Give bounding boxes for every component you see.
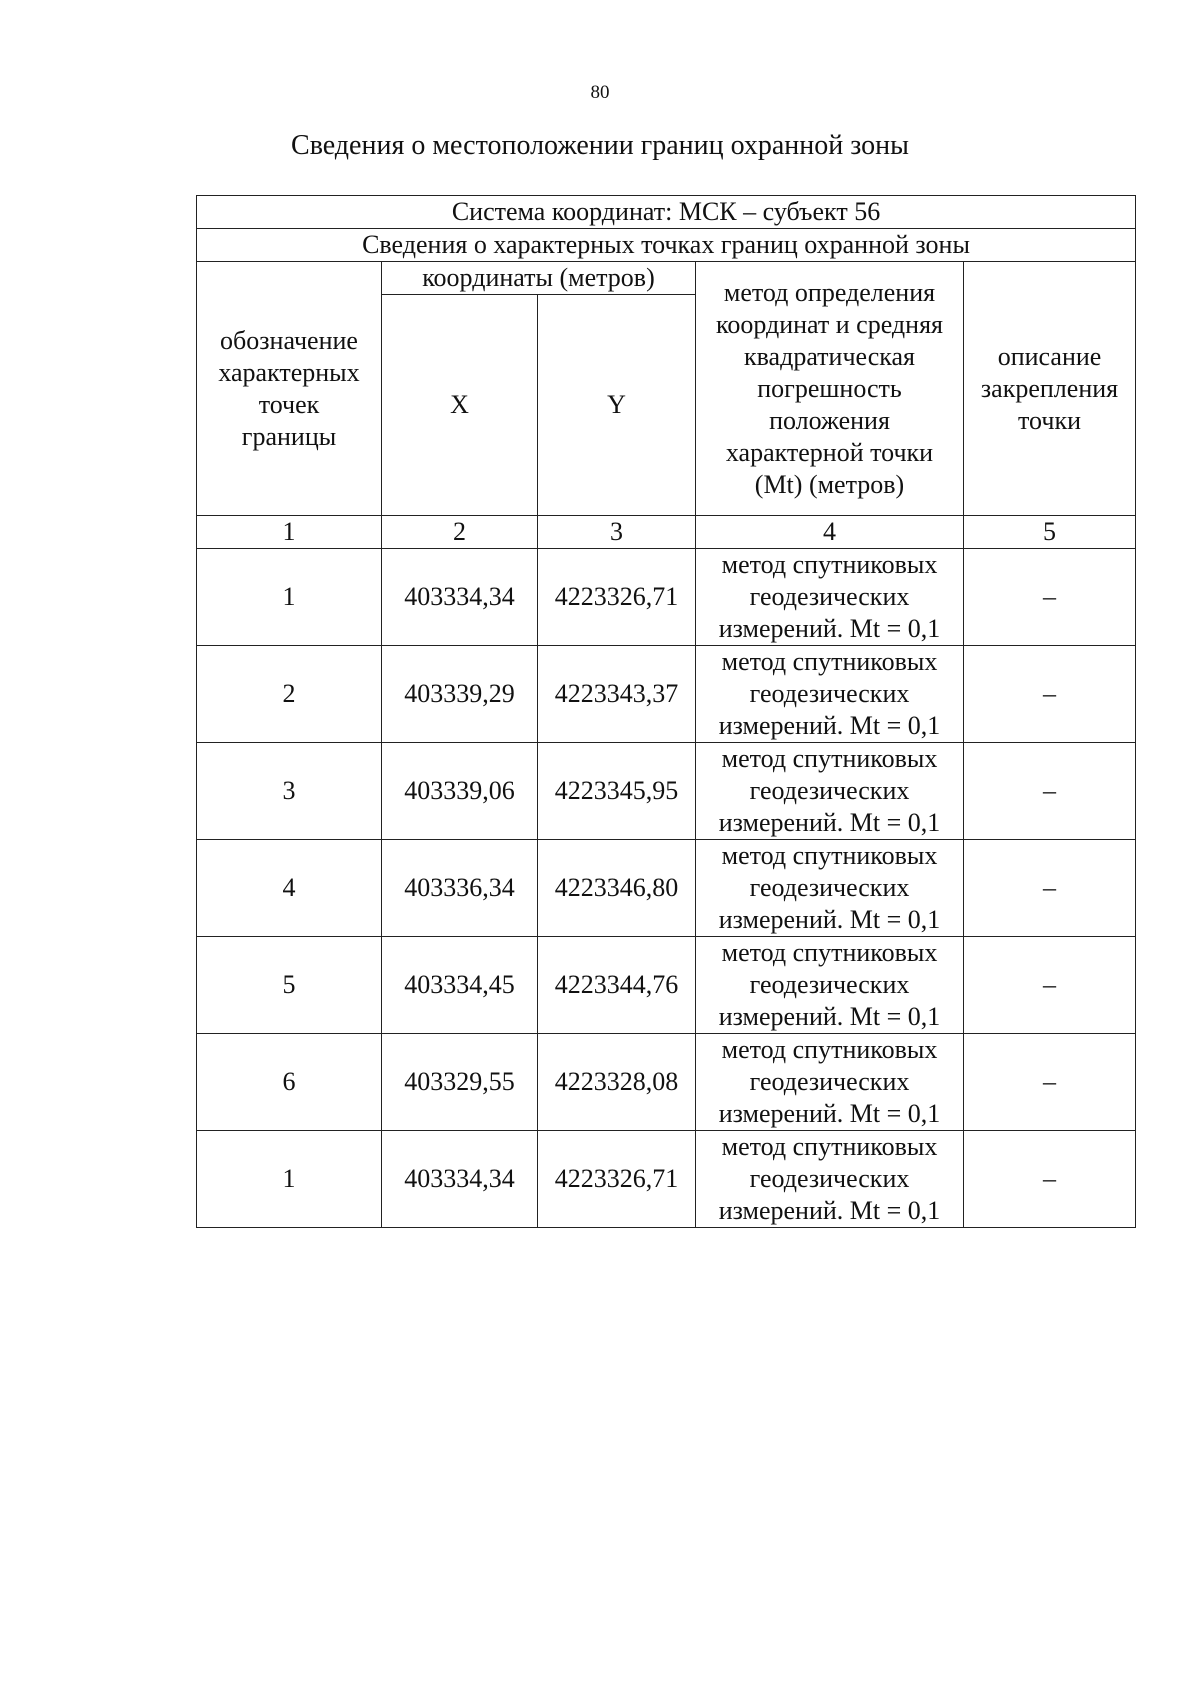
method-line: геодезических [749,776,910,805]
header-line: границы [241,421,337,451]
method-cell [696,743,964,840]
column-number: 2 [382,516,538,549]
header-coordinates: координаты (метров) [382,262,696,295]
y-coordinate-cell: 4223326,71 [538,1131,696,1228]
method-cell [696,646,964,743]
header-line: обозначение [220,325,358,355]
method-line: геодезических [749,1067,910,1096]
method-line: метод спутниковых [721,1035,938,1064]
fixing-cell: – [964,549,1136,646]
table-row [197,1131,1136,1228]
x-coordinate-cell: 403334,34 [382,1131,538,1228]
page-number: 80 [590,82,610,103]
column-number: 5 [964,516,1136,549]
coord-system-header: Система координат: МСК – субъект 56 [197,196,1136,229]
method-line: метод спутниковых [721,1132,938,1161]
method-line: метод спутниковых [721,550,938,579]
header-line: метод определения [723,277,936,307]
method-line: метод спутниковых [721,938,938,967]
x-coordinate-cell: 403334,45 [382,937,538,1034]
fixing-cell: – [964,840,1136,937]
method-line: геодезических [749,582,910,611]
table-row [197,646,1136,743]
point-cell: 5 [197,937,382,1034]
y-coordinate-cell: 4223326,71 [538,549,696,646]
header-line: характерных [218,357,360,387]
header-line: описание [997,341,1102,371]
x-coordinate-cell: 403339,29 [382,646,538,743]
x-coordinate-cell: 403334,34 [382,549,538,646]
header-line: (Mt) (метров) [754,469,905,499]
method-line: измерений. Mt = 0,1 [718,614,941,643]
method-cell [696,549,964,646]
method-line: измерений. Mt = 0,1 [718,1002,941,1031]
method-line: метод спутниковых [721,647,938,676]
point-cell: 4 [197,840,382,937]
method-line: метод спутниковых [721,841,938,870]
header-line: положения [769,405,890,435]
point-cell: 3 [197,743,382,840]
method-cell [696,1034,964,1131]
y-coordinate-cell: 4223346,80 [538,840,696,937]
header-fixing-description [964,262,1136,516]
point-cell: 2 [197,646,382,743]
x-coordinate-cell: 403336,34 [382,840,538,937]
header-x: X [382,295,538,516]
fixing-cell: – [964,1131,1136,1228]
method-cell [696,840,964,937]
fixing-cell: – [964,1034,1136,1131]
header-line: точек [258,389,320,419]
method-line: измерений. Mt = 0,1 [718,808,941,837]
point-cell: 6 [197,1034,382,1131]
method-line: метод спутниковых [721,744,938,773]
column-number: 1 [197,516,382,549]
fixing-cell: – [964,743,1136,840]
x-coordinate-cell: 403329,55 [382,1034,538,1131]
method-cell [696,1131,964,1228]
column-number: 4 [696,516,964,549]
table-subtitle: Сведения о характерных точках границ охранной зоны [197,229,1136,262]
point-cell: 1 [197,1131,382,1228]
method-line: измерений. Mt = 0,1 [718,1196,941,1225]
column-number: 3 [538,516,696,549]
y-coordinate-cell: 4223328,08 [538,1034,696,1131]
header-method [696,262,964,516]
header-line: точки [1018,405,1081,435]
header-line: закрепления [980,373,1119,403]
method-line: геодезических [749,970,910,999]
header-line: погрешность [757,373,902,403]
method-line: геодезических [749,1164,910,1193]
y-coordinate-cell: 4223345,95 [538,743,696,840]
page-title: Сведения о местоположении границ охранной зоны [291,130,909,161]
method-line: измерений. Mt = 0,1 [718,711,941,740]
y-coordinate-cell: 4223343,37 [538,646,696,743]
x-coordinate-cell: 403339,06 [382,743,538,840]
header-line: квадратическая [743,341,916,371]
method-line: геодезических [749,873,910,902]
method-line: измерений. Mt = 0,1 [718,905,941,934]
header-y: Y [538,295,696,516]
method-cell [696,937,964,1034]
table-row [197,937,1136,1034]
method-line: измерений. Mt = 0,1 [718,1099,941,1128]
header-line: характерной точки [725,437,934,467]
header-point-designation [197,262,382,516]
table-row [197,1034,1136,1131]
fixing-cell: – [964,937,1136,1034]
table-row [197,549,1136,646]
y-coordinate-cell: 4223344,76 [538,937,696,1034]
point-cell: 1 [197,549,382,646]
header-line: координат и средняя [716,309,943,339]
boundary-points-table [196,195,1136,1228]
table-row [197,743,1136,840]
table-row [197,840,1136,937]
method-line: геодезических [749,679,910,708]
fixing-cell: – [964,646,1136,743]
